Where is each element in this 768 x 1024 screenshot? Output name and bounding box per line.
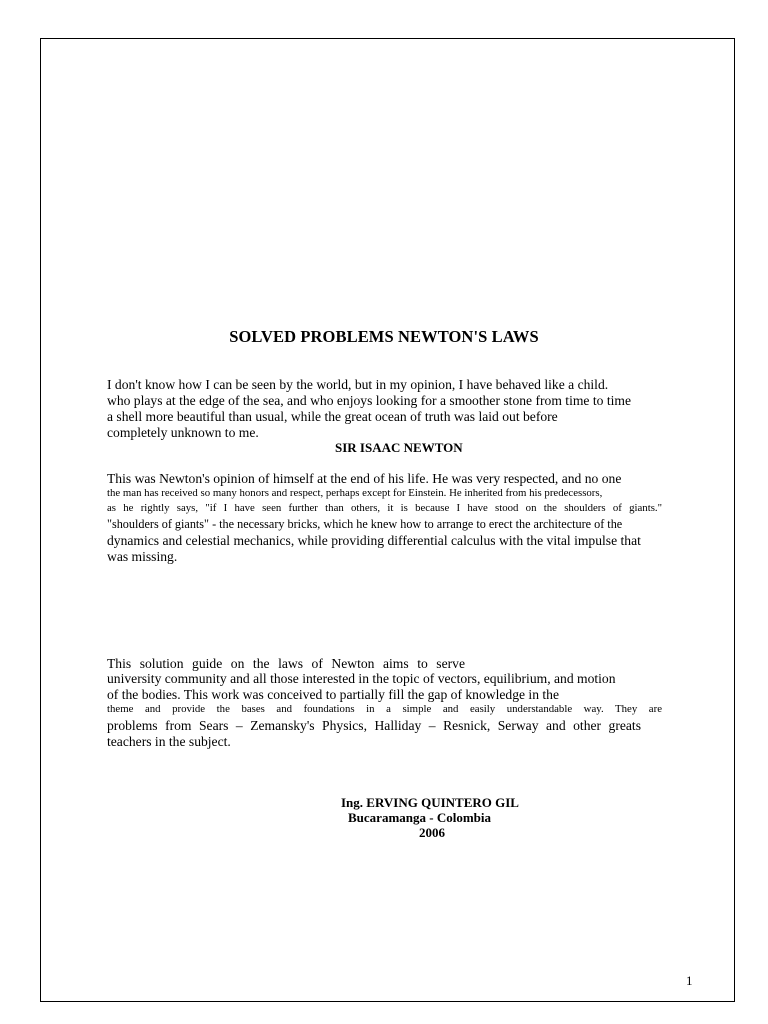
paragraph-line: the man has received so many honors and respect, perhaps except for Einstein. He inherited from his predecessors, — [107, 487, 603, 499]
paragraph-line: university community and all those interested in the topic of vectors, equilibrium, and motion — [107, 671, 616, 686]
paragraph-line: This was Newton's opinion of himself at the end of his life. He was very respected, and no one — [107, 471, 622, 486]
quote-line: completely unknown to me. — [107, 425, 259, 440]
quote-line: who plays at the edge of the sea, and who enjoys looking for a smoother stone from time to time — [107, 393, 631, 408]
paragraph-line: "shoulders of giants" - the necessary bricks, which he knew how to arrange to erect the architecture of the — [107, 517, 623, 531]
document-title: SOLVED PROBLEMS NEWTON'S LAWS — [229, 327, 539, 346]
paragraph-line: of the bodies. This work was conceived to partially fill the gap of knowledge in the — [107, 687, 560, 702]
paragraph-line: theme and provide the bases and foundations in a simple and easily understandable way. They are — [107, 703, 662, 715]
paragraph-line: dynamics and celestial mechanics, while providing differential calculus with the vital impulse that — [107, 533, 641, 548]
quote-line: a shell more beautiful than usual, while the great ocean of truth was laid out before — [107, 409, 558, 424]
paragraph-line: was missing. — [107, 549, 178, 564]
page-number: 1 — [686, 973, 693, 988]
paragraph-line: problems from Sears – Zemansky's Physics, Halliday – Resnick, Serway and other greats — [107, 718, 641, 733]
author-year: 2006 — [419, 825, 445, 840]
paragraph-line: teachers in the subject. — [107, 734, 231, 749]
quote-author: SIR ISAAC NEWTON — [335, 440, 463, 455]
paragraph-line: as he rightly says, "if I have seen further than others, it is because I have stood on the shoulders of giants." — [107, 502, 662, 514]
author-location: Bucaramanga - Colombia — [348, 810, 491, 825]
quote-line: I don't know how I can be seen by the world, but in my opinion, I have behaved like a child. — [107, 377, 609, 392]
author-name: Ing. ERVING QUINTERO GIL — [341, 795, 519, 810]
paragraph-line: This solution guide on the laws of Newton aims to serve — [107, 656, 465, 671]
